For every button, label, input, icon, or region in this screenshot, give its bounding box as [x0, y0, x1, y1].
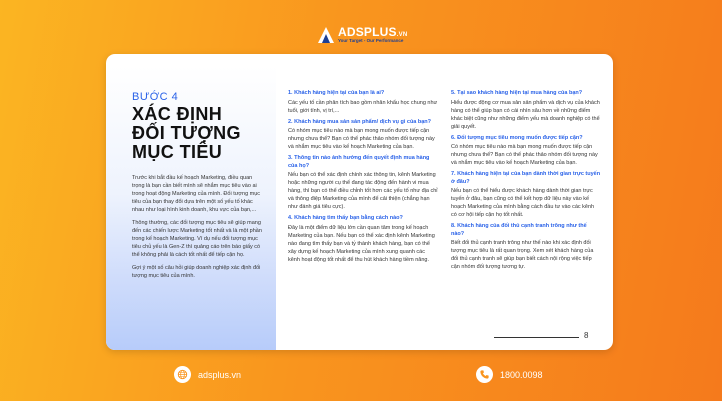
question-answer: Nếu bạn có thể xác định chính xác thông tin, kênh Marketing hoặc những người cụ thể đang tác động đến hành vi mua hàng, thì bạn có thể điều chỉnh tốt hơn các yếu tố như địa chỉ và thông điệp Marketing của mình để cải thiện (chẳng hạn như đánh giá tiêu cực).: [288, 172, 438, 210]
intro-paragraph: Trước khi bắt đầu kế hoạch Marketing, điều quan trọng là bạn cần biết mình sẽ nhắm mục tiêu vào ai trong hoạt động Marketing của mình. Đối tượng mục tiêu của bạn thay đổi dựa trên một số yếu tố khác nhau như loại hình kinh doanh, khu vực của bạn,...: [132, 175, 261, 213]
question-answer: Hiểu được động cơ mua sản sản phẩm và dịch vụ của khách hàng có thể giúp bạn có cái nhìn sâu hơn về những điểm khác biệt cũng như những điểm yếu mà doanh nghiệp có thể giải quyết.: [451, 99, 600, 130]
globe-icon: [174, 366, 191, 383]
logo-mark-icon: [316, 25, 336, 45]
intro-text: [132, 174, 266, 280]
left-panel: [106, 66, 276, 350]
phone-text: 1800.0098: [500, 369, 543, 380]
intro-paragraph: Gợi ý một số câu hỏi giúp doanh nghiệp xác định đối tượng mục tiêu của mình.: [132, 265, 261, 279]
question-heading: 1. Khách hàng hiện tại của bạn là ai?: [288, 90, 385, 96]
question-heading: 2. Khách hàng mua sản sản phẩm/ dịch vụ gì của bạn?: [288, 118, 432, 125]
question-answer: Nếu bạn có thể hiểu được khách hàng dành thời gian trực tuyến ở đâu, bạn cũng có thể kết hợp dữ liệu này vào kế hoạch Marketing của mình bằng cách đầu tư vào các kênh có cơ hội tiếp cận họ tốt nhất.: [451, 188, 595, 218]
question-answer: Có nhóm mục tiêu nào mà bạn mong muốn được tiếp cận nhưng chưa thể? Bạn có thể phác thảo nhóm đối tượng này và nhắm mục tiêu vào kế hoạch Marketing của bạn.: [451, 144, 598, 166]
question-answer: Biết đối thủ cạnh tranh trông như thế nào khi xác định đối tượng mục tiêu là rất quan trọng. Xem xét khách hàng của đối thủ cạnh tranh sẽ giúp bạn biết cách nội rộng việc tiếp cận nhóm đối tượng tương tự.: [451, 240, 594, 270]
question-heading: 4. Khách hàng tìm thấy bạn bằng cách nào?: [288, 215, 403, 221]
question-answer: Đây là một điểm dữ liệu lớn cần quan tâm trong kế hoạch Marketing của bạn. Nếu bạn có thể xác định kênh Marketing nào đang tìm thấy bạn và tỷ thành khách hàng, bạn có thể xây dựng kế hoạch Marketing của mình xung quanh các kênh hoạt động tốt nhất để thu hút khách hàng tiềm năng.: [288, 224, 435, 263]
questions-column-right: [451, 90, 601, 271]
website-link[interactable]: [174, 366, 241, 383]
questions-column-middle: [288, 90, 438, 264]
phone-link[interactable]: [476, 366, 543, 383]
brand-name: ADSPLUS.VN: [338, 25, 408, 40]
page-title: XÁC ĐỊNH ĐỐI TƯỢNG MỤC TIÊU: [132, 104, 241, 162]
intro-paragraph: Thông thường, các đối tượng mục tiêu sẽ giúp mang đến các chiến lược Marketing tốt nhất và là một phần trong kế hoạch Marketing. Ví dụ nếu đối tượng mục tiêu chủ yếu là Gen-Z thì quảng cáo trên báo giấy có thể không phải là cách tốt nhất để tiếp cận họ.: [132, 220, 262, 258]
question-answer: Có nhóm mục tiêu nào mà bạn mong muốn được tiếp cận nhưng chưa thể? Bạn có thể phác thảo nhóm đối tượng này và nhắm mục tiêu vào kế hoạch Marketing của bạn.: [288, 128, 435, 150]
website-text: adsplus.vn: [198, 369, 242, 380]
phone-icon: [476, 366, 493, 383]
brand-slogan: Your Target - Our Performance: [338, 38, 404, 44]
page-footer-divider: [494, 337, 579, 338]
step-label: BƯỚC 4: [132, 91, 179, 103]
document-page: [106, 54, 613, 350]
question-heading: 7. Khách hàng hiện tại của bạn dành thời gian trực tuyến ở đâu?: [451, 171, 601, 185]
question-heading: 5. Tại sao khách hàng hiện tại mua hàng của bạn?: [451, 90, 583, 96]
question-heading: 6. Đối tượng mục tiêu mong muốn được tiếp cận?: [451, 134, 583, 141]
question-heading: 8. Khách hàng của đối thủ cạnh tranh trông như thế nào?: [451, 223, 587, 237]
question-heading: 3. Thông tin nào ảnh hưởng đến quyết định mua hàng của họ?: [288, 155, 430, 169]
brand-logo: [316, 22, 416, 48]
page-number: 8: [584, 331, 589, 340]
question-answer: Các yếu tố cần phân tích bao gồm nhân khẩu học chung như tuổi, giới tính, vị trí,...: [288, 99, 438, 114]
